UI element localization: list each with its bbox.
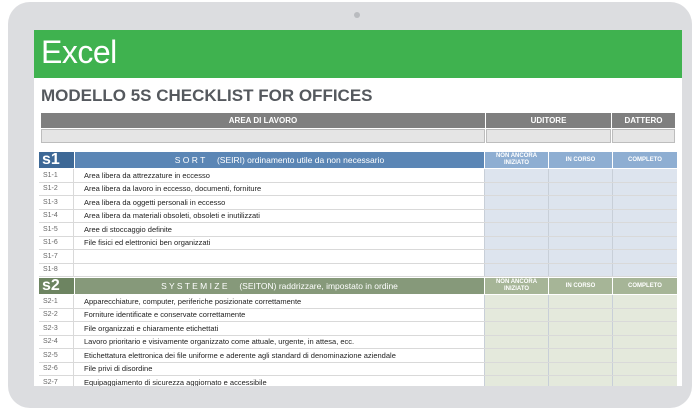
section-systemize-code: s2 bbox=[39, 278, 74, 294]
status-cell-complete[interactable] bbox=[612, 196, 677, 209]
status-cell-not-started[interactable] bbox=[484, 322, 548, 335]
status-cell-in-progress[interactable] bbox=[548, 183, 612, 196]
row-code: S2-7 bbox=[39, 376, 74, 386]
status-cell-complete[interactable] bbox=[612, 223, 677, 236]
status-cell-not-started[interactable] bbox=[484, 336, 548, 349]
app-banner bbox=[34, 30, 682, 78]
auditor-input-cell[interactable] bbox=[486, 129, 611, 143]
row-text[interactable]: File privi di disordine bbox=[84, 364, 153, 374]
status-cell-complete[interactable] bbox=[612, 210, 677, 223]
camera-dot bbox=[354, 12, 360, 18]
row-text[interactable]: Area libera da attrezzature in eccesso bbox=[84, 170, 210, 180]
header-area bbox=[41, 113, 485, 128]
section-systemize-header bbox=[39, 278, 677, 294]
page-title: MODELLO 5S CHECKLIST FOR OFFICES bbox=[41, 86, 373, 105]
date-input-cell[interactable] bbox=[612, 129, 675, 143]
table-row bbox=[39, 210, 677, 224]
status-cell-in-progress[interactable] bbox=[548, 322, 612, 335]
header-auditor bbox=[486, 113, 611, 128]
row-code: S1-1 bbox=[39, 169, 74, 182]
area-input-cell[interactable] bbox=[41, 129, 485, 143]
status-cell-complete[interactable] bbox=[612, 322, 677, 335]
col-complete: COMPLETO bbox=[612, 278, 677, 294]
table-row bbox=[39, 363, 677, 377]
row-text[interactable]: File fisici ed elettronici ben organizzati bbox=[84, 238, 211, 248]
status-cell-complete[interactable] bbox=[612, 250, 677, 263]
row-text[interactable]: Forniture identificate e conservate correttamente bbox=[84, 310, 246, 320]
row-code: S2-1 bbox=[39, 295, 74, 308]
row-code: S2-2 bbox=[39, 309, 74, 322]
status-cell-not-started[interactable] bbox=[484, 196, 548, 209]
section-sort-header bbox=[39, 152, 677, 168]
status-cell-not-started[interactable] bbox=[484, 169, 548, 182]
status-cell-not-started[interactable] bbox=[484, 376, 548, 386]
status-cell-in-progress[interactable] bbox=[548, 223, 612, 236]
header-auditor-label: UDITORE bbox=[530, 116, 567, 125]
section-systemize-title: S Y S T E M I Z E (SEITON) raddrizzare, impostato in ordine bbox=[75, 278, 484, 294]
header-area-label: AREA DI LAVORO bbox=[228, 116, 298, 125]
section-systemize-rows bbox=[39, 295, 677, 386]
section-sort-title: S O R T (SEIRI) ordinamento utile da non necessario bbox=[75, 152, 484, 168]
row-text[interactable]: File organizzati e chiaramente etichettati bbox=[84, 323, 219, 333]
header-date bbox=[612, 113, 675, 128]
status-cell-complete[interactable] bbox=[612, 336, 677, 349]
status-cell-not-started[interactable] bbox=[484, 210, 548, 223]
table-row bbox=[39, 169, 677, 183]
status-cell-complete[interactable] bbox=[612, 169, 677, 182]
section-sort-rows bbox=[39, 169, 677, 277]
spreadsheet-screen bbox=[34, 30, 682, 386]
status-cell-complete[interactable] bbox=[612, 264, 677, 277]
row-text[interactable]: Apparecchiature, computer, periferiche posizionate correttamente bbox=[84, 296, 302, 306]
status-cell-complete[interactable] bbox=[612, 183, 677, 196]
col-not-started: NON ANCORA INIZIATO bbox=[484, 278, 548, 294]
app-banner-title: Excel bbox=[41, 34, 117, 70]
device-frame bbox=[8, 2, 692, 408]
status-cell-in-progress[interactable] bbox=[548, 210, 612, 223]
row-text[interactable]: Area libera da oggetti personali in eccesso bbox=[84, 197, 226, 207]
status-cell-in-progress[interactable] bbox=[548, 237, 612, 250]
row-code: S2-5 bbox=[39, 349, 74, 362]
table-row bbox=[39, 309, 677, 323]
row-text[interactable] bbox=[75, 264, 484, 277]
status-cell-in-progress[interactable] bbox=[548, 376, 612, 386]
table-row bbox=[39, 196, 677, 210]
status-cell-in-progress[interactable] bbox=[548, 196, 612, 209]
col-in-progress: IN CORSO bbox=[548, 278, 612, 294]
status-cell-in-progress[interactable] bbox=[548, 349, 612, 362]
row-code: S1-2 bbox=[39, 183, 74, 196]
table-row bbox=[39, 349, 677, 363]
status-cell-complete[interactable] bbox=[612, 295, 677, 308]
status-cell-not-started[interactable] bbox=[484, 309, 548, 322]
row-code: S1-8 bbox=[39, 264, 74, 277]
status-cell-complete[interactable] bbox=[612, 376, 677, 386]
status-cell-complete[interactable] bbox=[612, 363, 677, 376]
row-code: S1-4 bbox=[39, 210, 74, 223]
row-text[interactable]: Area libera da materiali obsoleti, obsoleti e inutilizzati bbox=[84, 211, 260, 221]
row-text[interactable]: Area libera da lavoro in eccesso, documenti, forniture bbox=[84, 184, 262, 194]
row-text[interactable]: Lavoro prioritario e visivamente organizzato come attuale, urgente, in attesa, ecc. bbox=[84, 337, 355, 347]
status-cell-not-started[interactable] bbox=[484, 295, 548, 308]
section-sort-code: s1 bbox=[39, 152, 74, 168]
row-code: S2-6 bbox=[39, 363, 74, 376]
status-cell-complete[interactable] bbox=[612, 237, 677, 250]
table-row bbox=[39, 223, 677, 237]
table-row bbox=[39, 295, 677, 309]
row-code: S2-4 bbox=[39, 336, 74, 349]
table-row bbox=[39, 183, 677, 197]
row-code: S1-3 bbox=[39, 196, 74, 209]
status-cell-not-started[interactable] bbox=[484, 363, 548, 376]
status-cell-in-progress[interactable] bbox=[548, 250, 612, 263]
col-complete: COMPLETO bbox=[612, 152, 677, 168]
col-not-started: NON ANCORA INIZIATO bbox=[484, 152, 548, 168]
status-cell-in-progress[interactable] bbox=[548, 363, 612, 376]
status-cell-in-progress[interactable] bbox=[548, 295, 612, 308]
row-code: S2-3 bbox=[39, 322, 74, 335]
row-code: S1-5 bbox=[39, 223, 74, 236]
status-cell-complete[interactable] bbox=[612, 349, 677, 362]
row-text[interactable]: Etichettatura elettronica dei file uniforme e aderente agli standard di denominazione aziendale bbox=[84, 350, 396, 360]
status-cell-in-progress[interactable] bbox=[548, 169, 612, 182]
row-code: S1-6 bbox=[39, 237, 74, 250]
row-code: S1-7 bbox=[39, 250, 74, 263]
table-row bbox=[39, 376, 677, 386]
table-row bbox=[39, 250, 677, 264]
row-text[interactable] bbox=[75, 250, 484, 263]
status-cell-in-progress[interactable] bbox=[548, 264, 612, 277]
table-row bbox=[39, 264, 677, 278]
status-cell-not-started[interactable] bbox=[484, 250, 548, 263]
status-cell-not-started[interactable] bbox=[484, 237, 548, 250]
status-cell-not-started[interactable] bbox=[484, 183, 548, 196]
table-row bbox=[39, 237, 677, 251]
status-cell-not-started[interactable] bbox=[484, 264, 548, 277]
col-in-progress: IN CORSO bbox=[548, 152, 612, 168]
status-cell-not-started[interactable] bbox=[484, 223, 548, 236]
status-cell-in-progress[interactable] bbox=[548, 309, 612, 322]
status-cell-complete[interactable] bbox=[612, 309, 677, 322]
status-cell-in-progress[interactable] bbox=[548, 336, 612, 349]
header-date-label: DATTERO bbox=[624, 116, 663, 125]
row-text[interactable]: Aree di stoccaggio definite bbox=[84, 224, 172, 234]
table-row bbox=[39, 336, 677, 350]
table-row bbox=[39, 322, 677, 336]
status-cell-not-started[interactable] bbox=[484, 349, 548, 362]
row-text[interactable]: Equipaggiamento di sicurezza aggiornato e accessibile bbox=[84, 377, 267, 386]
